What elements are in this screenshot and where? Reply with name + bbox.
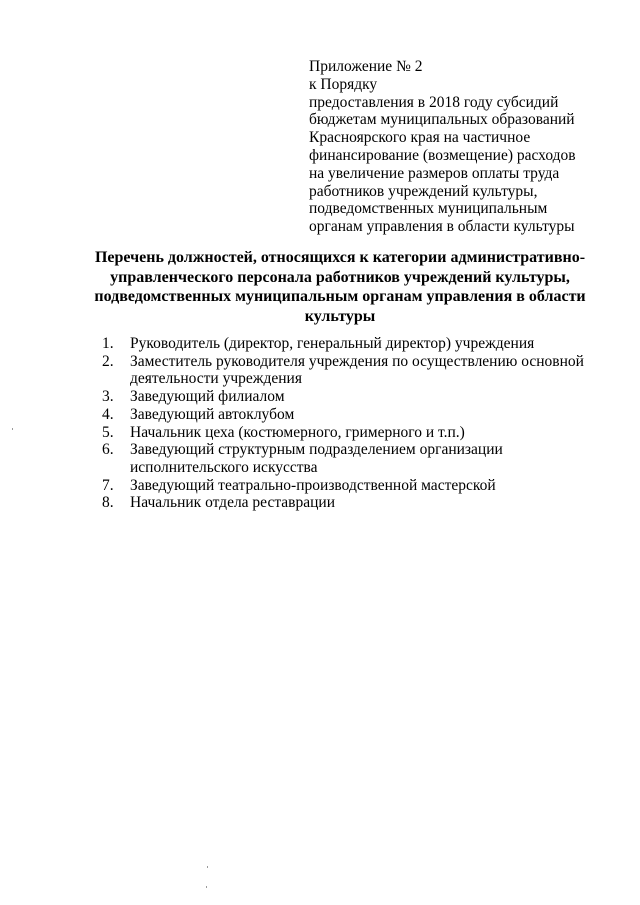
list-item [102,441,592,476]
appendix-line: к Порядку [309,75,378,93]
item-text: Начальник отдела реставрации [130,494,336,512]
appendix-line: органам управления в области культуры [309,218,575,236]
list-item [102,406,592,424]
item-number: 5. [102,423,114,441]
appendix-line: Красноярского края на частичное [309,129,531,147]
list-item [102,353,592,388]
appendix-line: бюджетам муниципальных образований [309,111,575,129]
item-text: Заведующий структурным подразделением организации [130,441,503,459]
appendix-line: работников учреждений культуры, [309,182,538,200]
list-item [102,388,592,406]
item-text: Заведующий филиалом [130,388,285,406]
heading-line: культуры [304,307,376,325]
item-number: 4. [102,405,114,423]
appendix-header [309,58,609,236]
scan-speck [207,866,208,868]
appendix-line: на увеличение размеров оплаты труда [309,164,560,182]
appendix-line: подведомственных муниципальным [309,200,548,218]
item-text: Начальник цеха (костюмерного, гримерного и т.п.) [130,423,465,441]
document-heading [90,248,590,326]
item-number: 8. [102,494,114,512]
item-text: Заведующий автоклубом [130,405,295,423]
heading-line: Перечень должностей, относящихся к категории административно- [94,249,586,266]
list-item [102,335,592,353]
scan-speck [12,428,13,430]
list-item [102,477,592,495]
item-number: 2. [102,352,114,370]
item-number: 3. [102,388,114,406]
item-number: 7. [102,476,114,494]
heading-line: подведомственных муниципальным органам управления в области [94,288,586,305]
item-number: 6. [102,441,114,459]
appendix-title: Приложение № 2 [309,58,423,75]
appendix-line: предоставления в 2018 году субсидий [309,93,559,111]
appendix-line: финансирование (возмещение) расходов [309,146,576,164]
scan-speck [206,886,207,888]
item-text: Заведующий театрально-производственной мастерской [130,476,496,494]
item-text: деятельности учреждения [130,370,302,388]
item-text: Заместитель руководителя учреждения по осуществлению основной [130,352,584,370]
item-text: Руководитель (директор, генеральный директор) учреждения [130,335,535,352]
positions-list [102,335,592,512]
list-item [102,424,592,442]
list-item [102,494,592,512]
item-number: 1. [102,335,114,352]
heading-line: управленческого персонала работников учреждений культуры, [110,268,570,286]
item-text: исполнительского искусства [130,458,318,476]
